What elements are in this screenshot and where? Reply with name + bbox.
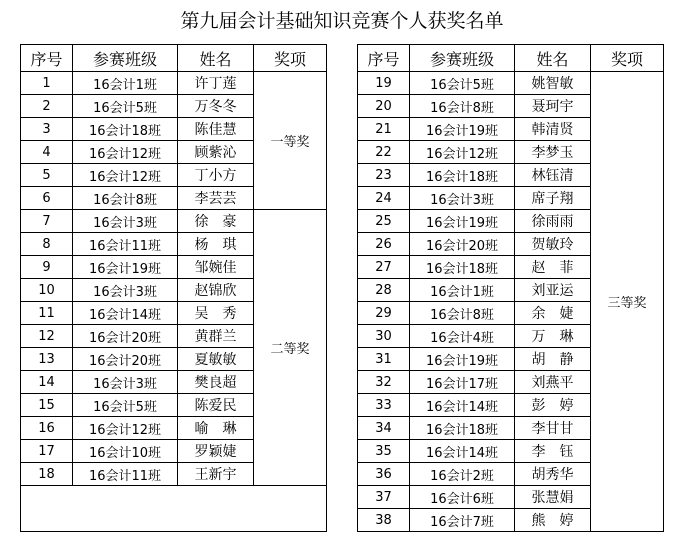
cell-name: 韩清贤 (515, 118, 591, 141)
cell-seq: 14 (21, 371, 73, 394)
table-header-row (21, 45, 327, 72)
cell-name: 王新宇 (178, 463, 254, 486)
cell-seq: 17 (21, 440, 73, 463)
cell-seq: 21 (358, 118, 410, 141)
cell-seq: 35 (358, 440, 410, 463)
cell-seq: 4 (21, 141, 73, 164)
cell-seq: 24 (358, 187, 410, 210)
cell-name: 熊 婷 (515, 509, 591, 532)
cell-seq: 37 (358, 486, 410, 509)
cell-name: 余 婕 (515, 302, 591, 325)
cell-class: 16会计18班 (410, 256, 515, 279)
cell-class: 16会计19班 (410, 348, 515, 371)
cell-seq: 8 (21, 233, 73, 256)
header-award: 奖项 (591, 45, 664, 72)
cell-name: 李甘甘 (515, 417, 591, 440)
cell-class: 16会计12班 (73, 417, 178, 440)
cell-seq: 34 (358, 417, 410, 440)
cell-award-second: 二等奖 (254, 210, 327, 486)
header-seq: 序号 (21, 45, 73, 72)
cell-name: 李 钰 (515, 440, 591, 463)
cell-class: 16会计18班 (410, 417, 515, 440)
table-row (21, 210, 327, 233)
cell-class: 16会计18班 (73, 118, 178, 141)
cell-seq: 30 (358, 325, 410, 348)
cell-name: 赵锦欣 (178, 279, 254, 302)
cell-seq: 1 (21, 72, 73, 95)
cell-class: 16会计11班 (73, 233, 178, 256)
cell-class: 16会计1班 (73, 72, 178, 95)
cell-seq: 33 (358, 394, 410, 417)
cell-name: 吴 秀 (178, 302, 254, 325)
cell-name: 彭 婷 (515, 394, 591, 417)
table-row (21, 72, 327, 95)
cell-seq: 18 (21, 463, 73, 486)
cell-name: 陈爱民 (178, 394, 254, 417)
cell-class: 16会计3班 (73, 279, 178, 302)
cell-class: 16会计1班 (410, 279, 515, 302)
table-row (358, 72, 664, 95)
cell-name: 喻 琳 (178, 417, 254, 440)
award-table-left (20, 44, 327, 532)
document-title: 第九届会计基础知识竞赛个人获奖名单 (180, 10, 504, 32)
cell-class: 16会计10班 (73, 440, 178, 463)
cell-class: 16会计12班 (410, 141, 515, 164)
cell-seq: 10 (21, 279, 73, 302)
cell-seq: 15 (21, 394, 73, 417)
cell-class: 16会计3班 (410, 187, 515, 210)
empty-filler-cell (21, 486, 327, 532)
award-table-right (357, 44, 664, 532)
cell-class: 16会计4班 (410, 325, 515, 348)
header-class: 参赛班级 (410, 45, 515, 72)
table-header-row (358, 45, 664, 72)
cell-seq: 36 (358, 463, 410, 486)
cell-seq: 13 (21, 348, 73, 371)
cell-class: 16会计12班 (73, 164, 178, 187)
cell-class: 16会计14班 (410, 440, 515, 463)
cell-seq: 20 (358, 95, 410, 118)
cell-award-first: 一等奖 (254, 72, 327, 210)
cell-name: 丁小方 (178, 164, 254, 187)
cell-name: 樊良超 (178, 371, 254, 394)
cell-name: 赵 菲 (515, 256, 591, 279)
cell-name: 徐雨雨 (515, 210, 591, 233)
cell-class: 16会计5班 (410, 72, 515, 95)
cell-seq: 22 (358, 141, 410, 164)
cell-name: 李芸芸 (178, 187, 254, 210)
cell-class: 16会计14班 (73, 302, 178, 325)
cell-name: 万冬冬 (178, 95, 254, 118)
cell-class: 16会计19班 (73, 256, 178, 279)
cell-class: 16会计20班 (410, 233, 515, 256)
cell-seq: 12 (21, 325, 73, 348)
cell-seq: 27 (358, 256, 410, 279)
cell-class: 16会计3班 (73, 210, 178, 233)
cell-name: 徐 豪 (178, 210, 254, 233)
cell-seq: 26 (358, 233, 410, 256)
cell-name: 罗颖婕 (178, 440, 254, 463)
cell-name: 贺敏玲 (515, 233, 591, 256)
cell-seq: 29 (358, 302, 410, 325)
cell-name: 夏敏敏 (178, 348, 254, 371)
cell-class: 16会计20班 (73, 325, 178, 348)
cell-class: 16会计5班 (73, 394, 178, 417)
cell-seq: 6 (21, 187, 73, 210)
cell-seq: 2 (21, 95, 73, 118)
cell-name: 刘亚运 (515, 279, 591, 302)
cell-name: 陈佳慧 (178, 118, 254, 141)
cell-seq: 7 (21, 210, 73, 233)
cell-class: 16会计17班 (410, 371, 515, 394)
cell-seq: 16 (21, 417, 73, 440)
cell-award-third: 三等奖 (591, 72, 664, 532)
cell-seq: 23 (358, 164, 410, 187)
cell-name: 聂珂宇 (515, 95, 591, 118)
cell-seq: 3 (21, 118, 73, 141)
cell-name: 席子翔 (515, 187, 591, 210)
cell-class: 16会计19班 (410, 118, 515, 141)
cell-class: 16会计8班 (410, 302, 515, 325)
cell-seq: 25 (358, 210, 410, 233)
cell-name: 张慧娟 (515, 486, 591, 509)
cell-class: 16会计2班 (410, 463, 515, 486)
cell-name: 李梦玉 (515, 141, 591, 164)
cell-name: 刘燕平 (515, 371, 591, 394)
cell-name: 顾紫沁 (178, 141, 254, 164)
cell-name: 杨 琪 (178, 233, 254, 256)
cell-class: 16会计14班 (410, 394, 515, 417)
cell-name: 胡 静 (515, 348, 591, 371)
cell-seq: 5 (21, 164, 73, 187)
cell-class: 16会计12班 (73, 141, 178, 164)
header-seq: 序号 (358, 45, 410, 72)
cell-name: 许丁莲 (178, 72, 254, 95)
cell-seq: 32 (358, 371, 410, 394)
cell-seq: 9 (21, 256, 73, 279)
cell-seq: 28 (358, 279, 410, 302)
cell-name: 胡秀华 (515, 463, 591, 486)
cell-class: 16会计7班 (410, 509, 515, 532)
cell-name: 邹婉佳 (178, 256, 254, 279)
cell-seq: 31 (358, 348, 410, 371)
cell-class: 16会计8班 (410, 95, 515, 118)
header-award: 奖项 (254, 45, 327, 72)
cell-name: 姚智敏 (515, 72, 591, 95)
cell-class: 16会计8班 (73, 187, 178, 210)
cell-class: 16会计11班 (73, 463, 178, 486)
cell-seq: 19 (358, 72, 410, 95)
cell-class: 16会计20班 (73, 348, 178, 371)
header-name: 姓名 (515, 45, 591, 72)
cell-name: 黄群兰 (178, 325, 254, 348)
cell-class: 16会计18班 (410, 164, 515, 187)
cell-class: 16会计3班 (73, 371, 178, 394)
cell-name: 万 琳 (515, 325, 591, 348)
header-name: 姓名 (178, 45, 254, 72)
cell-seq: 38 (358, 509, 410, 532)
empty-filler-row (21, 486, 327, 532)
cell-class: 16会计19班 (410, 210, 515, 233)
cell-name: 林钰清 (515, 164, 591, 187)
cell-class: 16会计5班 (73, 95, 178, 118)
cell-seq: 11 (21, 302, 73, 325)
header-class: 参赛班级 (73, 45, 178, 72)
cell-class: 16会计6班 (410, 486, 515, 509)
